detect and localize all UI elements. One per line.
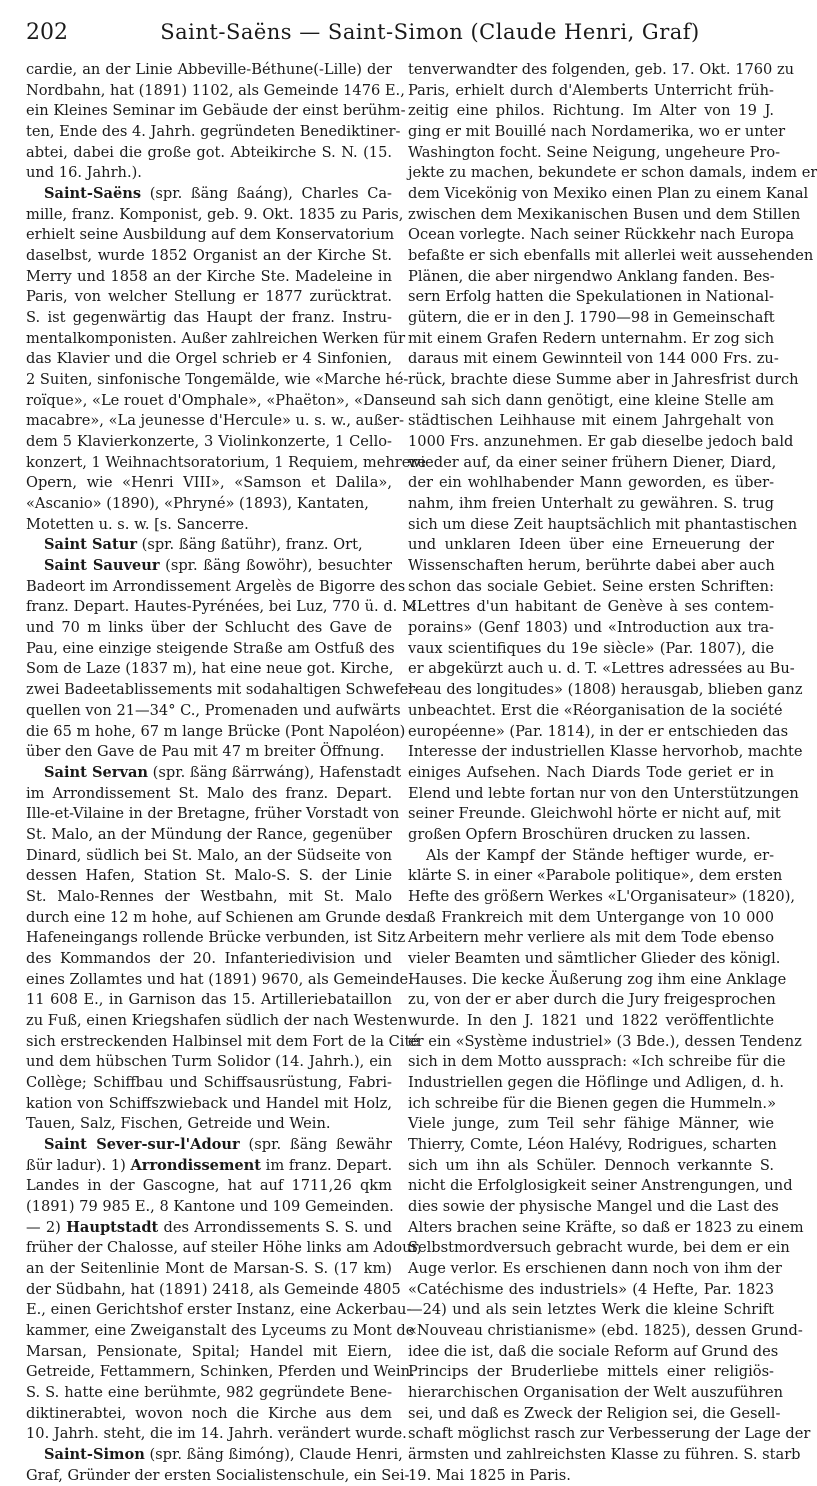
text-line (408, 908, 774, 929)
text-line (26, 287, 392, 308)
text-segment: wieder auf, da einer seiner frühern Diener, Diard, (408, 453, 777, 471)
text-segment: schaft möglichst rasch zur Verbesserung der Lage der (408, 1425, 811, 1443)
text-line (26, 1218, 392, 1239)
text-line (26, 1362, 415, 1383)
text-segment: großen Opfern Broschüren drucken zu lassen. (408, 825, 751, 843)
text-line (26, 81, 405, 102)
text-line (408, 1280, 774, 1301)
text-line (408, 1114, 774, 1135)
text-segment: zu, von der er aber durch die Jury freigesprochen (408, 991, 776, 1009)
text-line (26, 1114, 392, 1135)
text-line (408, 60, 795, 81)
text-segment: zeitig eine philos. Richtung. Im Alter von 19 J. (408, 102, 774, 120)
text-line (26, 1445, 403, 1466)
text-segment: zwei Badeetablissements mit sodahaltigen Schwefel- (26, 681, 418, 699)
text-segment: «Ascanio» (1890), «Phryné» (1893), Kantaten, (26, 495, 369, 513)
text-segment: ärmsten und zahlreichsten Klasse zu führen. S. starb (408, 1446, 801, 1464)
text-segment: sich um diese Zeit hauptsächlich mit phantastischen (408, 515, 798, 533)
text-line (408, 742, 803, 763)
text-segment: Selbstmordversuch gebracht wurde, bei dem er ein (408, 1239, 790, 1257)
text-segment: der Südbahn, hat (1891) 2418, als Gemeinde 4805 (26, 1280, 401, 1298)
text-segment: (spr. ßäng ßärrwáng), Hafenstadt (148, 763, 402, 781)
text-segment: — 2) (26, 1218, 67, 1236)
headword: Saint Sever-sur-l'Adour (44, 1135, 240, 1153)
text-segment: (spr. ßäng ßowöhr), besuchter (159, 557, 392, 575)
text-line (408, 349, 779, 370)
text-line (408, 1383, 784, 1404)
text-segment: und unklaren Ideen über eine Erneuerung der (408, 536, 774, 554)
text-line (408, 1073, 785, 1094)
text-line (26, 205, 404, 226)
text-line (26, 1135, 392, 1156)
text-segment: Ocean vorlegte. Nach seiner Rückkehr nach Europa (408, 226, 795, 244)
text-segment: Viele junge, zum Teil sehr fähige Männer, wie (408, 1115, 774, 1133)
text-line (26, 1238, 422, 1259)
text-line (26, 122, 401, 143)
text-segment: européenne» (Par. 1814), in der er entschieden das (408, 722, 789, 740)
text-segment: städtischen Leihhause mit einem Jahrgehalt von (408, 412, 774, 430)
text-columns (26, 60, 817, 1486)
text-segment: Opern, wie «Henri VIII», «Samson et Dalila», (26, 474, 392, 492)
text-segment: Tauen, Salz, Fischen, Getreide und Wein. (26, 1115, 331, 1133)
text-line (26, 494, 392, 515)
text-segment: rück, brachte diese Summe aber in Jahresfrist durch (408, 371, 799, 389)
text-segment: hierarchischen Organisation der Welt auszuführen (408, 1384, 784, 1401)
text-segment: daß Frankreich mit dem Untergange von 10 000 (408, 908, 774, 926)
text-segment: Interesse der industriellen Klasse hervorhob, machte (408, 743, 803, 761)
text-line (26, 1342, 392, 1363)
text-segment: Badeort im Arrondissement Argelès de Bigorre des (26, 577, 406, 595)
text-line (408, 680, 803, 701)
text-line (26, 742, 392, 763)
text-segment: Landes in der Gascogne, hat auf 1711,26 qkm (26, 1177, 392, 1195)
text-line (26, 804, 400, 825)
text-line (26, 763, 402, 784)
text-line (26, 722, 406, 743)
headword: Saint Sauveur (44, 557, 160, 575)
text-line (26, 308, 392, 329)
text-segment: daselbst, wurde 1852 Organist an der Kirche St. (26, 247, 392, 265)
text-segment: sern Erfolg hatten die Spekulationen in National- (408, 288, 774, 306)
text-segment: (spr. ßäng ßaáng), Charles Ca- (141, 185, 392, 203)
text-line (26, 349, 392, 370)
text-line (408, 763, 774, 784)
text-segment: St. Malo, an der Mündung der Rance, gegenüber (26, 825, 392, 843)
text-line (408, 1052, 786, 1073)
text-segment: 11 608 E., in Garnison das 15. Artilleriebataillon (26, 991, 392, 1009)
text-line (408, 1259, 782, 1280)
text-segment: erhielt seine Ausbildung auf dem Konservatorium (26, 226, 395, 244)
page-header (26, 20, 774, 56)
text-segment: über den Gave de Pau mit 47 m breiter Öffnung. (26, 743, 385, 761)
text-segment: sei, und daß es Zweck der Religion sei, die Gesell- (408, 1404, 781, 1422)
text-line (26, 970, 409, 991)
text-line (408, 887, 796, 908)
text-segment: —24) und als sein letztes Werk die kleine Schrift (408, 1301, 774, 1319)
text-segment: kation von Schiffszwieback und Handel mit Holz, (26, 1094, 392, 1112)
text-line (26, 432, 392, 453)
text-line (408, 1362, 774, 1383)
text-line (26, 515, 392, 536)
text-segment: Arbeitern mehr verliere als mit dem Tode ebenso (408, 929, 774, 947)
text-line (26, 1424, 407, 1445)
text-line (26, 659, 392, 680)
text-line (26, 60, 392, 81)
text-segment: franz. Depart. Hautes-Pyrénées, bei Luz, 770 ü. d. M. (26, 598, 422, 616)
text-segment: E., einen Gerichtshof erster Instanz, eine Ackerbau- (26, 1301, 412, 1319)
text-line (26, 225, 395, 246)
text-segment: und dem hübschen Turm Solidor (14. Jahrh.), ein (26, 1053, 392, 1071)
text-line (408, 101, 774, 122)
text-line (408, 722, 789, 743)
text-segment: unbeachtet. Erst die «Réorganisation de la société (408, 701, 783, 719)
text-segment: S. S. hatte eine berühmte, 982 gegründete Bene- (26, 1384, 392, 1401)
text-line (408, 1342, 779, 1363)
text-segment: quellen von 21—34° C., Promenaden und aufwärts (26, 701, 401, 719)
text-segment: (spr. ßäng ßimóng), Claude Henri, (144, 1446, 403, 1464)
text-line (408, 184, 809, 205)
text-line (26, 1032, 419, 1053)
text-segment: Hefte des größern Werkes «L'Organisateur» (1820), (408, 887, 796, 905)
text-segment: Alters brachen seine Kräfte, so daß er 1823 zu einem (408, 1218, 804, 1236)
text-segment: Wissenschaften herum, berührte dabei aber auch (408, 557, 775, 575)
text-line (408, 1238, 790, 1259)
text-segment: Ille-et-Vilaine in der Bretagne, früher Vorstadt von (26, 805, 400, 823)
text-segment: er abgekürzt auch u. d. T. «Lettres adressées au Bu- (408, 660, 795, 678)
text-line (408, 928, 774, 949)
text-segment: Elend und lebte fortan nur von den Unterstützungen (408, 784, 799, 802)
text-segment: Als der Kampf der Stände heftiger wurde, er- (426, 846, 774, 864)
text-line (26, 101, 406, 122)
text-line (26, 597, 422, 618)
text-segment: porains» (Genf 1803) und «Introduction aux tra- (408, 619, 774, 637)
text-segment: idee die ist, daß die sociale Reform auf Grund des (408, 1342, 779, 1360)
text-line (408, 515, 798, 536)
text-line (26, 990, 392, 1011)
text-segment: reau des longitudes» (1808) herausgab, blieben ganz (408, 681, 803, 699)
text-segment: zu Fuß, einen Kriegshafen südlich der nach Westen (26, 1011, 408, 1029)
text-segment: mentalkomponisten. Außer zahlreichen Werken für (26, 329, 406, 347)
headword: Hauptstadt (66, 1218, 159, 1236)
text-line (408, 163, 817, 184)
text-segment: ging er mit Bouillé nach Nordamerika, wo er unter (408, 123, 786, 141)
text-line (408, 205, 801, 226)
text-segment: (1891) 79 985 E., 8 Kantone und 109 Gemeinden. (26, 1197, 394, 1215)
text-line (26, 163, 392, 184)
text-line (408, 949, 781, 970)
text-line (408, 1156, 774, 1177)
text-segment: nicht die Erfolglosigkeit seiner Anstrengungen, und (408, 1177, 793, 1195)
text-segment: konzert, 1 Weihnachtsoratorium, 1 Requiem, mehrere (26, 453, 427, 471)
text-segment: klärte S. in einer «Parabole politique», dem ersten (408, 867, 783, 885)
text-line (408, 81, 774, 102)
text-segment: Plänen, die aber nirgendwo Anklang fanden. Bes- (408, 267, 775, 285)
text-line (408, 329, 774, 350)
text-segment: daraus mit einem Gewinnteil von 144 000 Frs. zu- (408, 350, 779, 368)
headword: Saint-Simon (44, 1446, 145, 1464)
text-segment: Industriellen gegen die Höflinge und Adligen, d. h. (408, 1073, 785, 1091)
text-segment: «Nouveau christianisme» (ebd. 1825), dessen Grund- (408, 1321, 803, 1339)
text-line (408, 846, 774, 867)
text-line (408, 453, 777, 474)
text-line (408, 143, 781, 164)
text-segment: des Kommandos der 20. Infanteriedivision und (26, 949, 392, 967)
text-segment: abtei, dabei die große got. Abteikirche S. N. (15. (26, 143, 392, 161)
text-segment: der ein wohlhabender Mann geworden, es über- (408, 474, 774, 492)
text-line (26, 1300, 412, 1321)
text-segment: St. Malo-Rennes der Westbahn, mit St. Malo (26, 887, 392, 905)
running-head: Saint-Saëns — Saint-Simon (Claude Henri, Graf) (160, 20, 700, 44)
text-segment: 1000 Frs. anzunehmen. Er gab dieselbe jedoch bald (408, 433, 794, 451)
text-line (408, 1466, 774, 1486)
text-line (408, 825, 774, 846)
text-segment: Princips der Bruderliebe mittels einer religiös- (408, 1363, 774, 1381)
text-segment: Collège; Schiffbau und Schiffsausrüstung, Fabri- (26, 1073, 392, 1091)
text-line (26, 411, 405, 432)
text-segment: ten, Ende des 4. Jahrh. gegründeten Benediktiner- (26, 123, 401, 141)
text-segment: Paris, von welcher Stellung er 1877 zurücktrat. (26, 288, 392, 306)
headword: Arrondissement (130, 1156, 262, 1174)
text-line (408, 1321, 803, 1342)
text-segment: und sah sich dann genötigt, eine kleine Stelle am (408, 391, 774, 409)
text-line (408, 411, 774, 432)
text-segment: 19. Mai 1825 in Paris. (408, 1466, 571, 1484)
text-line (26, 949, 392, 970)
text-line (408, 267, 774, 288)
text-line (26, 391, 409, 412)
text-segment: macabre», «La jeunesse d'Hercule» u. s. w., außer- (26, 412, 405, 430)
text-segment: er ein «Système industriel» (3 Bde.), dessen Tendenz (408, 1032, 802, 1050)
text-line (408, 432, 794, 453)
headword: Saint Servan (44, 763, 149, 781)
text-segment: Paris, erhielt durch d'Alemberts Unterricht früh- (408, 81, 774, 99)
text-segment: im franz. Depart. (261, 1156, 393, 1174)
text-line (408, 701, 783, 722)
text-line (408, 122, 786, 143)
text-segment: eines Zollamtes und hat (1891) 9670, als Gemeinde (26, 970, 409, 988)
text-line (26, 1466, 410, 1486)
text-segment: im Arrondissement St. Malo des franz. Depart. (26, 784, 392, 802)
text-line (408, 308, 774, 329)
text-line (408, 659, 795, 680)
text-segment: ßür ladur). 1) (26, 1156, 131, 1174)
text-segment: befaßte er sich ebenfalls mit allerlei weit aussehenden (408, 247, 814, 265)
text-segment: des Arrondissements S. S. und (158, 1218, 392, 1236)
text-line (26, 1176, 392, 1197)
text-line (26, 246, 392, 267)
text-segment: Auge verlor. Es erschienen dann noch von ihm der (408, 1259, 782, 1277)
text-segment: diktinerabtei, wovon noch die Kirche aus dem (26, 1404, 392, 1422)
text-segment: (spr. ßäng ßatühr), franz. Ort, (137, 536, 363, 554)
text-segment: durch eine 12 m hohe, auf Schienen am Grunde des (26, 908, 411, 926)
text-line (408, 1094, 774, 1115)
text-line (408, 784, 799, 805)
text-segment: gütern, die er in den J. 1790—98 in Gemeinschaft (408, 309, 775, 327)
text-segment: vieler Beamten und sämtlicher Glieder des königl. (408, 949, 781, 967)
text-line (26, 1280, 401, 1301)
text-line (408, 246, 814, 267)
text-line (26, 184, 392, 205)
text-segment: sich erstreckenden Halbinsel mit dem Fort de la Cité (26, 1032, 419, 1050)
text-segment: und 70 m links über der Schlucht des Gave de (26, 619, 392, 637)
text-line (408, 391, 774, 412)
text-line (26, 1156, 392, 1177)
text-segment: die 65 m hohe, 67 m lange Brücke (Pont Napoléon) (26, 722, 406, 740)
text-line (26, 908, 411, 929)
text-segment: Nordbahn, hat (1891) 1102, als Gemeinde 1476 E., (26, 81, 405, 99)
text-segment: kammer, eine Zweiganstalt des Lyceums zu Mont de (26, 1321, 415, 1339)
text-line (408, 1424, 811, 1445)
text-segment: 2 Suiten, sinfonische Tongemälde, wie «Marche hé- (26, 371, 409, 389)
text-segment: dies sowie der physische Mangel und die Last des (408, 1197, 779, 1215)
text-segment: Motetten u. s. w. [s. Sancerre. (26, 515, 249, 533)
text-segment: 10. Jahrh. steht, die im 14. Jahrh. verändert wurde. (26, 1425, 407, 1443)
text-line (26, 784, 392, 805)
text-segment: das Klavier und die Orgel schrieb er 4 Sinfonien, (26, 350, 392, 368)
text-line (408, 535, 774, 556)
text-line (26, 639, 395, 660)
left-column (26, 60, 427, 1486)
page-number: 202 (26, 20, 68, 45)
text-line (408, 1445, 801, 1466)
text-line (26, 1094, 392, 1115)
text-segment: schon das sociale Gebiet. Seine ersten Schriften: (408, 577, 774, 595)
headword: Saint Satur (44, 536, 138, 554)
text-line (408, 1300, 774, 1321)
text-line (408, 597, 774, 618)
text-line (408, 370, 799, 391)
text-segment: Thierry, Comte, Léon Halévy, Rodrigues, scharten (408, 1135, 777, 1153)
text-line (26, 329, 406, 350)
text-line (408, 1176, 793, 1197)
text-segment: früher der Chalosse, auf steiler Höhe links am Adour, (26, 1239, 422, 1257)
text-line (408, 1197, 779, 1218)
text-line (26, 1321, 415, 1342)
text-segment: Hauses. Die kecke Äußerung zog ihm eine Anklage (408, 970, 787, 988)
text-line (408, 494, 774, 515)
text-line (26, 680, 418, 701)
text-segment: cardie, an der Linie Abbeville-Béthune(-Lille) der (26, 61, 392, 78)
text-segment: Marsan, Pensionate, Spital; Handel mit Eiern, (26, 1342, 392, 1360)
text-line (408, 1135, 777, 1156)
text-line (26, 535, 392, 556)
text-line (408, 473, 774, 494)
text-line (26, 1259, 392, 1280)
text-segment: einiges Aufsehen. Nach Diards Tode geriet er in (408, 763, 774, 781)
text-line (26, 1404, 392, 1425)
text-line (408, 990, 774, 1011)
text-segment: an der Seitenlinie Mont de Marsan-S. S. (17 km) (26, 1259, 392, 1277)
text-segment: jekte zu machen, bekundete er schon damals, indem er (408, 164, 817, 182)
text-line (26, 370, 409, 391)
text-segment: (spr. ßäng ßewähr (239, 1135, 392, 1153)
text-line (408, 1218, 804, 1239)
text-segment: mit einem Grafen Redern unternahm. Er zog sich (408, 329, 775, 347)
text-segment: dem 5 Klavierkonzerte, 3 Violinkonzerte, 1 Cello- (26, 433, 392, 451)
text-line (408, 287, 774, 308)
text-line (408, 225, 795, 246)
text-line (26, 1011, 408, 1032)
text-segment: roïque», «Le rouet d'Omphale», «Phaëton», «Danse (26, 391, 409, 409)
text-line (26, 701, 401, 722)
text-segment: zwischen dem Mexikanischen Busen und dem Stillen (408, 205, 801, 223)
text-segment: sich um ihn als Schüler. Dennoch verkannte S. (408, 1156, 774, 1174)
text-line (408, 804, 781, 825)
text-segment: mille, franz. Komponist, geb. 9. Okt. 1835 zu Paris, (26, 205, 404, 223)
text-segment: Dinard, südlich bei St. Malo, an der Südseite von (26, 846, 392, 864)
headword: Saint-Saëns (44, 185, 142, 203)
text-line (408, 556, 774, 577)
text-segment: sich in dem Motto aussprach: «Ich schreibe für die (408, 1053, 786, 1071)
text-segment: und 16. Jahrh.). (26, 164, 142, 182)
text-segment: «Lettres d'un habitant de Genève à ses contem- (408, 598, 774, 616)
text-line (408, 1032, 802, 1053)
right-column (408, 60, 817, 1486)
text-segment: Merry und 1858 an der Kirche Ste. Madeleine in (26, 267, 392, 285)
text-line (26, 1197, 392, 1218)
text-segment: Washington focht. Seine Neigung, ungeheure Pro- (408, 143, 781, 161)
text-segment: dem Vicekönig von Mexiko einen Plan zu einem Kanal (408, 185, 809, 203)
text-segment: ich schreibe für die Bienen gegen die Hummeln.» (408, 1094, 776, 1112)
text-segment: vaux scientifiques du 19e siècle» (Par. 1807), die (408, 639, 774, 657)
text-segment: ein Kleines Seminar im Gebäude der einst berühm- (26, 102, 406, 120)
text-line (26, 267, 392, 288)
text-line (26, 143, 392, 164)
text-line (408, 577, 774, 598)
text-segment: Som de Laze (1837 m), hat eine neue got. Kirche, (26, 660, 394, 678)
text-segment: dessen Hafen, Station St. Malo-S. S. der Linie (26, 867, 392, 885)
text-segment: Pau, eine einzige steigende Straße am Ostfuß des (26, 639, 395, 657)
text-line (408, 970, 787, 991)
text-segment: «Catéchisme des industriels» (4 Hefte, Par. 1823 (408, 1280, 774, 1298)
text-segment: Graf, Gründer der ersten Socialistenschule, ein Sei- (26, 1466, 410, 1484)
text-line (26, 887, 392, 908)
text-line (408, 866, 783, 887)
text-line (26, 866, 392, 887)
text-line (26, 1383, 392, 1404)
text-line (26, 1073, 392, 1094)
text-line (26, 928, 406, 949)
text-segment: seiner Freunde. Gleichwohl hörte er nicht auf, mit (408, 805, 781, 823)
text-line (408, 1011, 774, 1032)
text-line (26, 473, 392, 494)
text-line (408, 618, 774, 639)
text-segment: tenverwandter des folgenden, geb. 17. Okt. 1760 zu (408, 61, 795, 78)
text-line (26, 846, 392, 867)
text-segment: S. ist gegenwärtig das Haupt der franz. Instru- (26, 309, 392, 327)
text-line (26, 556, 392, 577)
text-line (408, 639, 774, 660)
text-segment: wurde. In den J. 1821 und 1822 veröffentlichte (408, 1011, 774, 1029)
text-line (26, 825, 392, 846)
text-line (408, 1404, 781, 1425)
text-line (26, 577, 406, 598)
text-line (26, 453, 427, 474)
text-segment: nahm, ihm freien Unterhalt zu gewähren. S. trug (408, 495, 774, 513)
text-line (26, 618, 392, 639)
text-segment: Getreide, Fettammern, Schinken, Pferden und Wein. (26, 1363, 415, 1381)
text-segment: Hafeneingangs rollende Brücke verbunden, ist Sitz (26, 929, 406, 947)
text-line (26, 1052, 392, 1073)
